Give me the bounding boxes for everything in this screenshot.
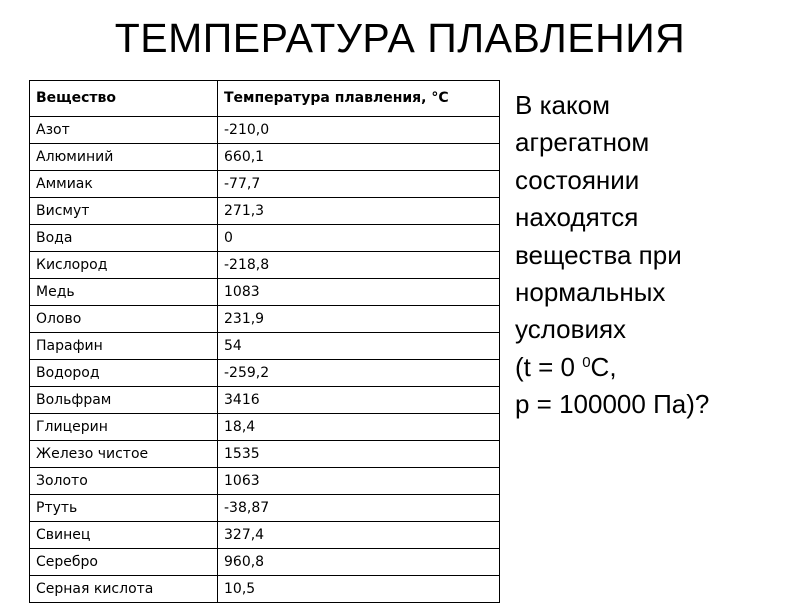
question-text <box>515 87 795 424</box>
header-substance: Вещество <box>30 81 218 117</box>
substance-cell: Золото <box>30 468 218 495</box>
melting-temperature-cell: 54 <box>218 333 500 360</box>
melting-point-table <box>29 80 500 603</box>
question-line: В каком <box>515 90 610 120</box>
table-row <box>30 333 500 360</box>
slide-title: ТЕМПЕРАТУРА ПЛАВЛЕНИЯ <box>114 15 686 61</box>
question-line: агрегатном <box>515 127 650 158</box>
condition-pressure: p = 100000 Па)? <box>515 389 710 420</box>
table-row <box>30 576 500 603</box>
table-row <box>30 279 500 306</box>
substance-cell: Водород <box>30 360 218 387</box>
substance-cell: Свинец <box>30 522 218 549</box>
table-row <box>30 387 500 414</box>
table-row <box>30 306 500 333</box>
substance-cell: Азот <box>30 117 218 144</box>
table-row <box>30 225 500 252</box>
melting-temperature-cell: -38,87 <box>218 495 500 522</box>
melting-temperature-cell: 231,9 <box>218 306 500 333</box>
table-row <box>30 360 500 387</box>
substance-cell: Глицерин <box>30 414 218 441</box>
table-row <box>30 171 500 198</box>
melting-temperature-cell: 960,8 <box>218 549 500 576</box>
substance-cell: Вода <box>30 225 218 252</box>
substance-cell: Аммиак <box>30 171 218 198</box>
table-body <box>30 81 500 603</box>
question-line: вещества при <box>515 239 682 270</box>
table-row <box>30 468 500 495</box>
melting-temperature-cell: 660,1 <box>218 144 500 171</box>
melting-temperature-cell: 18,4 <box>218 414 500 441</box>
degree-superscript: 0 <box>582 353 591 371</box>
melting-temperature-cell: 0 <box>218 225 500 252</box>
question-line: условиях <box>515 314 627 345</box>
table-row <box>30 495 500 522</box>
substance-cell: Кислород <box>30 252 218 279</box>
substance-cell: Вольфрам <box>30 387 218 414</box>
substance-cell: Железо чистое <box>30 441 218 468</box>
question-line: состоянии <box>515 164 640 195</box>
table-row <box>30 144 500 171</box>
table-header-row <box>30 81 500 117</box>
table-row <box>30 117 500 144</box>
condition-temperature <box>515 349 795 386</box>
substance-cell: Серная кислота <box>30 576 218 603</box>
substance-cell: Олово <box>30 306 218 333</box>
table-row <box>30 414 500 441</box>
melting-temperature-cell: -218,8 <box>218 252 500 279</box>
substance-cell: Парафин <box>30 333 218 360</box>
table-row <box>30 549 500 576</box>
substance-cell: Медь <box>30 279 218 306</box>
table-row <box>30 441 500 468</box>
substance-cell: Висмут <box>30 198 218 225</box>
condition-temperature-prefix: (t = 0 <box>515 351 583 382</box>
melting-temperature-cell: -77,7 <box>218 171 500 198</box>
melting-temperature-cell: 1063 <box>218 468 500 495</box>
condition-temperature-suffix: С, <box>590 351 617 382</box>
melting-temperature-cell: -210,0 <box>218 117 500 144</box>
header-melting-temperature: Температура плавления, °С <box>218 81 500 117</box>
question-line: нормальных <box>515 277 666 308</box>
question-line: находятся <box>515 202 639 233</box>
melting-point-table-wrapper <box>29 80 500 603</box>
table-row <box>30 252 500 279</box>
melting-temperature-cell: 10,5 <box>218 576 500 603</box>
melting-temperature-cell: 327,4 <box>218 522 500 549</box>
melting-temperature-cell: -259,2 <box>218 360 500 387</box>
melting-temperature-cell: 1535 <box>218 441 500 468</box>
table-row <box>30 522 500 549</box>
table-row <box>30 198 500 225</box>
melting-temperature-cell: 271,3 <box>218 198 500 225</box>
substance-cell: Алюминий <box>30 144 218 171</box>
substance-cell: Серебро <box>30 549 218 576</box>
melting-temperature-cell: 3416 <box>218 387 500 414</box>
substance-cell: Ртуть <box>30 495 218 522</box>
melting-temperature-cell: 1083 <box>218 279 500 306</box>
